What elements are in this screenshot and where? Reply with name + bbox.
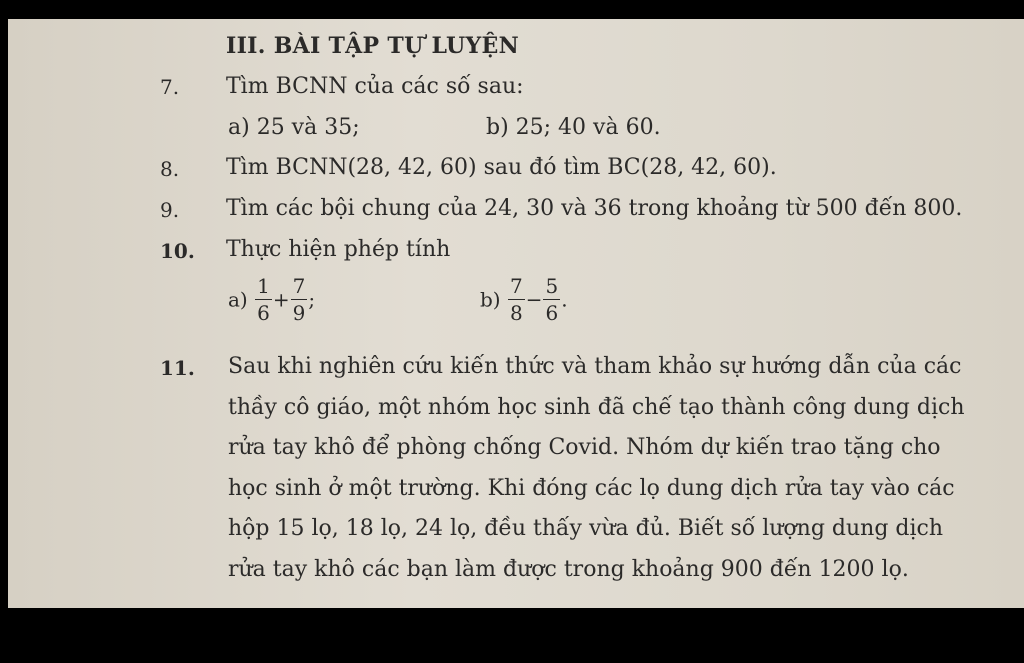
paragraph-line: học sinh ở một trường. Khi đóng các lọ dung dịch rửa tay vào các <box>228 475 955 501</box>
paragraph-line: rửa tay khô các bạn làm được trong khoảng 900 đến 1200 lọ. <box>228 556 909 582</box>
fraction-5-6 <box>543 276 560 323</box>
problem-7-text: Tìm BCNN của các số sau: <box>226 74 524 99</box>
paragraph-line: rửa tay khô để phòng chống Covid. Nhóm dự kiến trao tặng cho <box>228 435 941 460</box>
fraction-7-9 <box>291 276 308 323</box>
part-a-label: a) <box>228 287 248 312</box>
part-b-label: b) <box>480 287 501 312</box>
problem-11-number: 11. <box>160 356 195 380</box>
problem-9-number: 9. <box>160 198 180 222</box>
problem-10-part-b <box>480 276 568 323</box>
fraction-7-8 <box>508 276 525 323</box>
fraction-1-6 <box>255 276 272 323</box>
numerator: 5 <box>545 274 559 298</box>
problem-7-part-a: a) 25 và 35; <box>228 115 360 140</box>
plus-sign: + <box>272 287 290 312</box>
numerator: 7 <box>292 274 306 298</box>
paragraph-line: hộp 15 lọ, 18 lọ, 24 lọ, đều thấy vừa đủ. Biết số lượng dung dịch <box>228 516 944 541</box>
section-heading: III. BÀI TẬP TỰ LUYỆN <box>226 33 519 59</box>
problem-10-part-a <box>228 276 315 323</box>
denominator: 6 <box>545 301 559 325</box>
problem-7-number: 7. <box>160 75 180 99</box>
problem-10-number: 10. <box>160 239 195 263</box>
denominator: 8 <box>509 301 523 325</box>
problem-9-text: Tìm các bội chung của 24, 30 và 36 trong khoảng từ 500 đến 800. <box>226 196 963 221</box>
denominator: 6 <box>257 301 270 325</box>
numerator: 1 <box>257 274 270 298</box>
problem-8-text: Tìm BCNN(28, 42, 60) sau đó tìm BC(28, 42, 60). <box>226 155 777 180</box>
semicolon: ; <box>308 287 316 312</box>
problem-8-number: 8. <box>160 157 180 181</box>
problem-11-paragraph <box>228 347 998 590</box>
paragraph-line: thầy cô giáo, một nhóm học sinh đã chế tạo thành công dung dịch <box>228 394 965 420</box>
problem-10-text: Thực hiện phép tính <box>226 237 451 262</box>
denominator: 9 <box>292 301 306 325</box>
numerator: 7 <box>509 274 523 298</box>
problem-7-part-b: b) 25; 40 và 60. <box>486 115 661 140</box>
period: . <box>561 287 568 312</box>
textbook-page-photo <box>8 19 1024 608</box>
minus-sign: − <box>525 287 543 312</box>
paragraph-line: Sau khi nghiên cứu kiến thức và tham khảo sự hướng dẫn của các <box>228 354 962 379</box>
